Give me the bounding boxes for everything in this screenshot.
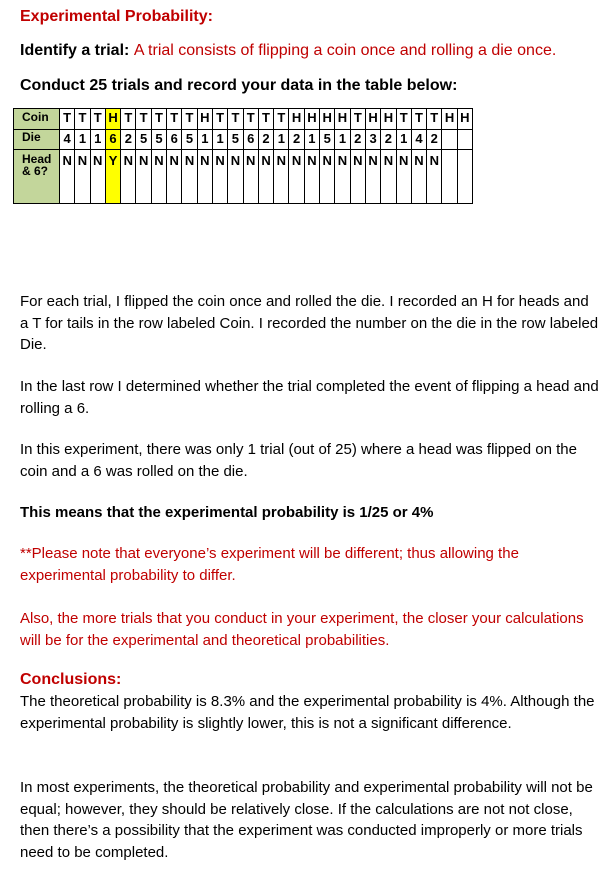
coin-cell: H bbox=[457, 109, 472, 130]
coin-cell: T bbox=[60, 109, 75, 130]
head6-cell: N bbox=[396, 150, 411, 204]
coin-cell: T bbox=[151, 109, 166, 130]
head6-cell: N bbox=[304, 150, 319, 204]
coin-cell: H bbox=[442, 109, 457, 130]
die-cell: 1 bbox=[75, 130, 90, 150]
die-cell: 5 bbox=[228, 130, 243, 150]
die-cell: 5 bbox=[182, 130, 197, 150]
identify-trial-line bbox=[20, 42, 556, 60]
coin-cell: T bbox=[411, 109, 426, 130]
die-cell: 2 bbox=[427, 130, 442, 150]
die-cell bbox=[457, 130, 472, 150]
conclusion-paragraph-1: The theoretical probability is 8.3% and the experimental probability is 4%. Although the experimental probability is slightly lower, this is not a significant difference. bbox=[20, 693, 595, 732]
coin-cell: H bbox=[381, 109, 396, 130]
die-cell: 1 bbox=[197, 130, 212, 150]
coin-cell: T bbox=[121, 109, 136, 130]
die-cell: 1 bbox=[335, 130, 350, 150]
die-cell: 4 bbox=[60, 130, 75, 150]
head6-cell: N bbox=[289, 150, 304, 204]
head6-cell: N bbox=[335, 150, 350, 204]
die-cell: 6 bbox=[243, 130, 258, 150]
head6-cell: N bbox=[258, 150, 273, 204]
die-cell: 1 bbox=[212, 130, 227, 150]
head6-cell: N bbox=[167, 150, 182, 204]
head6-cell: N bbox=[75, 150, 90, 204]
head6-cell: N bbox=[212, 150, 227, 204]
conclusions-heading: Conclusions: bbox=[20, 671, 122, 688]
trials-note-paragraph: Also, the more trials that you conduct in your experiment, the closer your calculations will be for the experimental and theoretical probabilities. bbox=[20, 610, 584, 649]
coin-cell: T bbox=[75, 109, 90, 130]
head6-cell: N bbox=[365, 150, 380, 204]
die-cell: 5 bbox=[320, 130, 335, 150]
coin-cell: T bbox=[274, 109, 289, 130]
coin-cell: H bbox=[365, 109, 380, 130]
die-cell bbox=[442, 130, 457, 150]
die-cell: 6 bbox=[105, 130, 120, 150]
coin-cell: T bbox=[136, 109, 151, 130]
coin-cell: T bbox=[228, 109, 243, 130]
die-cell: 3 bbox=[365, 130, 380, 150]
head6-cell: N bbox=[136, 150, 151, 204]
die-cell: 2 bbox=[381, 130, 396, 150]
die-cell: 2 bbox=[121, 130, 136, 150]
head6-cell: N bbox=[243, 150, 258, 204]
coin-cell: T bbox=[396, 109, 411, 130]
die-cell: 1 bbox=[90, 130, 105, 150]
head6-cell: N bbox=[320, 150, 335, 204]
head6-cell: N bbox=[381, 150, 396, 204]
head6-cell: N bbox=[274, 150, 289, 204]
coin-cell: T bbox=[167, 109, 182, 130]
trials-table bbox=[13, 108, 473, 204]
coin-cell: H bbox=[289, 109, 304, 130]
coin-cell: T bbox=[350, 109, 365, 130]
head6-cell: N bbox=[197, 150, 212, 204]
die-cell: 2 bbox=[258, 130, 273, 150]
die-cell: 5 bbox=[136, 130, 151, 150]
trial-definition: A trial consists of flipping a coin once and rolling a die once. bbox=[133, 42, 557, 59]
head6-cell: Y bbox=[105, 150, 120, 204]
coin-cell: H bbox=[105, 109, 120, 130]
method-paragraph: For each trial, I flipped the coin once and rolled the die. I recorded an H for heads and a T for tails in the row labeled Coin. I recorded the number on the die in the row labeled Die. bbox=[20, 293, 599, 353]
head6-cell: N bbox=[121, 150, 136, 204]
coin-cell: H bbox=[197, 109, 212, 130]
coin-cell: T bbox=[243, 109, 258, 130]
head6-cell: N bbox=[411, 150, 426, 204]
coin-cell: T bbox=[427, 109, 442, 130]
head6-cell: N bbox=[228, 150, 243, 204]
event-paragraph: In the last row I determined whether the trial completed the event of flipping a head and rolling a 6. bbox=[20, 378, 599, 417]
coin-cell: T bbox=[258, 109, 273, 130]
head6-cell: N bbox=[90, 150, 105, 204]
head6-cell: N bbox=[60, 150, 75, 204]
coin-cell: H bbox=[335, 109, 350, 130]
head6-cell: N bbox=[427, 150, 442, 204]
row-label-die: Die bbox=[14, 130, 60, 150]
coin-cell: H bbox=[320, 109, 335, 130]
coin-cell: T bbox=[212, 109, 227, 130]
identify-trial-label: Identify a trial: bbox=[20, 42, 130, 59]
row-label-coin: Coin bbox=[14, 109, 60, 130]
head6-cell: N bbox=[182, 150, 197, 204]
page-title: Experimental Probability: bbox=[20, 8, 213, 25]
note-paragraph: **Please note that everyone’s experiment will be different; thus allowing the experimental probability to differ. bbox=[20, 545, 519, 584]
coin-cell: T bbox=[90, 109, 105, 130]
coin-cell: T bbox=[182, 109, 197, 130]
coin-cell: H bbox=[304, 109, 319, 130]
row-label-head6: Head & 6? bbox=[14, 150, 60, 204]
die-cell: 1 bbox=[304, 130, 319, 150]
die-cell: 2 bbox=[289, 130, 304, 150]
probability-statement: This means that the experimental probability is 1/25 or 4% bbox=[20, 504, 434, 521]
die-cell: 1 bbox=[396, 130, 411, 150]
result-paragraph: In this experiment, there was only 1 trial (out of 25) where a head was flipped on the coin and a 6 was rolled on the die. bbox=[20, 441, 577, 480]
die-cell: 6 bbox=[167, 130, 182, 150]
head6-cell bbox=[457, 150, 472, 204]
head6-cell: N bbox=[151, 150, 166, 204]
conclusion-paragraph-2: In most experiments, the theoretical probability and experimental probability will not be equal; however, they should be relatively close. If the calculations are not not close, then there’s a possibility that the experiment was conducted improperly or more trials need to be completed. bbox=[20, 779, 593, 861]
conduct-instruction: Conduct 25 trials and record your data in the table below: bbox=[20, 77, 458, 94]
die-cell: 4 bbox=[411, 130, 426, 150]
head6-cell: N bbox=[350, 150, 365, 204]
die-cell: 1 bbox=[274, 130, 289, 150]
head6-cell bbox=[442, 150, 457, 204]
die-cell: 5 bbox=[151, 130, 166, 150]
die-cell: 2 bbox=[350, 130, 365, 150]
